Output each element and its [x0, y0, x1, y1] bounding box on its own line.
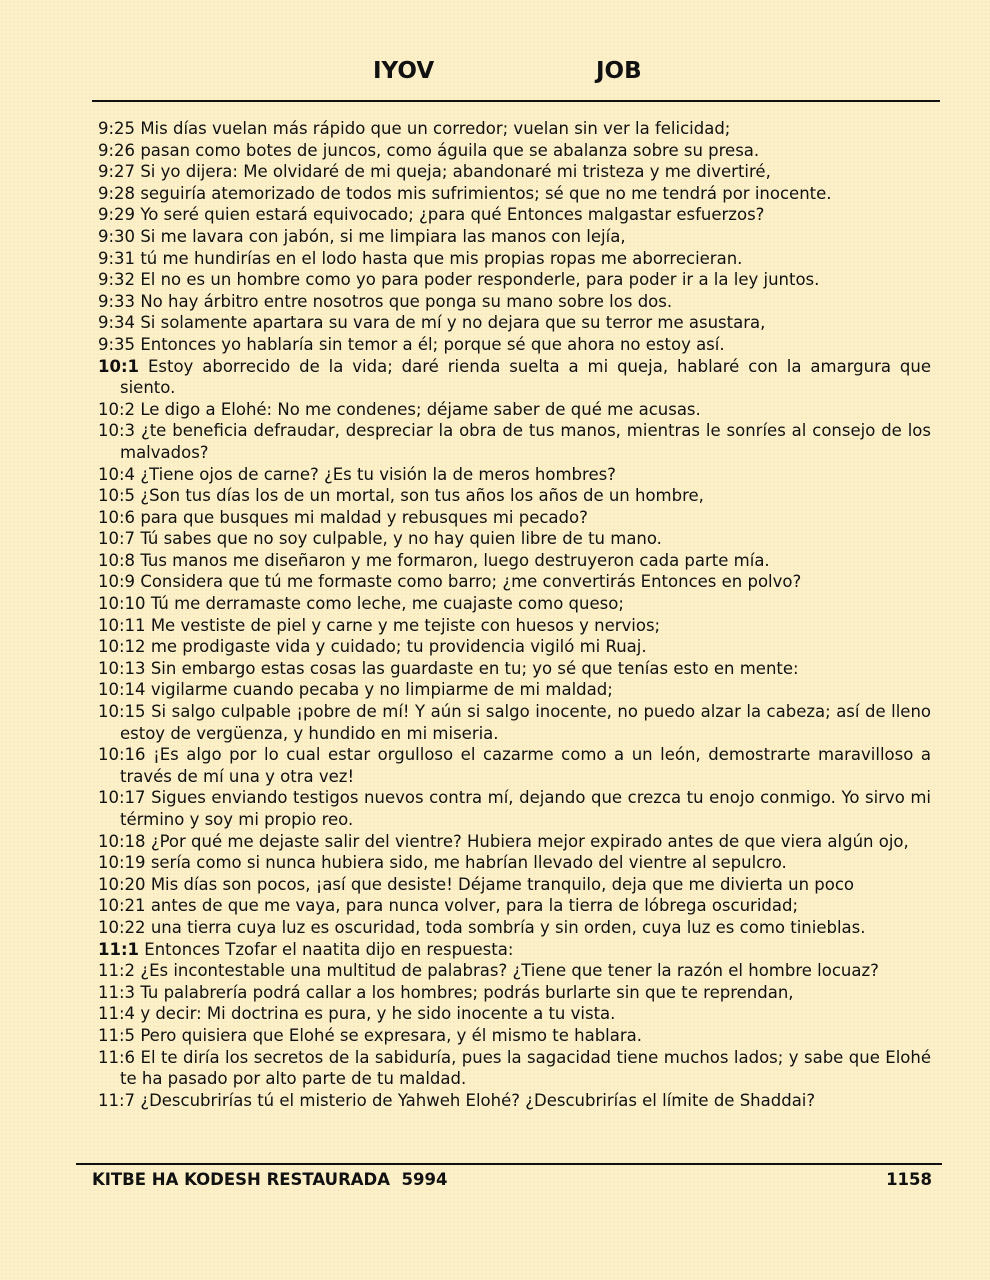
verse-ref: 10:10	[98, 594, 146, 614]
verse-ref: 9:25	[98, 119, 136, 138]
verse-ref: 10:4	[98, 464, 136, 484]
verse-ref: 10:5	[98, 486, 136, 506]
verse-text: Mis días vuelan más rápido que un corredor; vuelan sin ver la felicidad;	[140, 119, 731, 138]
verse-ref: 9:35	[98, 334, 136, 354]
verse-ref: 9:33	[98, 291, 136, 311]
verse-text: Entonces yo hablaría sin temor a él; porque sé que ahora no estoy así.	[140, 334, 725, 354]
verse-text: una tierra cuya luz es oscuridad, toda sombría y sin orden, cuya luz es como tinieblas.	[150, 917, 866, 937]
verse-text: sería como si nunca hubiera sido, me habrían llevado del vientre al sepulcro.	[150, 853, 787, 873]
verse	[98, 701, 931, 744]
verse	[98, 550, 931, 572]
verse-text: No hay árbitro entre nosotros que ponga su mano sobre los dos.	[140, 291, 673, 311]
verse-text: El te diría los secretos de la sabiduría, pues la sagacidad tiene muchos lados; y sabe que Elohé te ha pasado por alto parte de tu maldad.	[120, 1047, 931, 1089]
verse	[98, 420, 931, 463]
page-number: 1158	[886, 1170, 932, 1189]
verse-text: pasan como botes de juncos, como águila que se abalanza sobre su presa.	[140, 140, 760, 160]
verse	[98, 744, 931, 787]
verse	[98, 917, 931, 939]
verse-text: ¿Es incontestable una multitud de palabras? ¿Tiene que tener la razón el hombre locuaz?	[140, 961, 879, 981]
verse-list	[98, 118, 931, 1111]
verse-text: tú me hundirías en el lodo hasta que mis propias ropas me aborrecieran.	[140, 248, 743, 268]
verse-text: seguiría atemorizado de todos mis sufrimientos; sé que no me tendrá por inocente.	[140, 183, 832, 203]
verse-text: ¡Es algo por lo cual estar orgulloso el cazarme como a un león, demostrarte maravilloso a través de mí una y otra vez!	[120, 745, 931, 786]
verse-text: Me vestiste de piel y carne y me tejiste con huesos y nervios;	[150, 615, 661, 635]
footer-rule	[76, 1163, 942, 1165]
verse-ref: 10:1	[98, 356, 140, 376]
verse-text: Sigues enviando testigos nuevos contra mí, dejando que crezca tu enojo conmigo. Yo sirvo mi término y soy mi propio reo.	[120, 788, 932, 829]
verse-ref: 10:12	[98, 637, 146, 657]
verse	[98, 291, 931, 313]
verse	[98, 1090, 931, 1112]
verse	[98, 571, 931, 593]
verse	[98, 895, 931, 917]
verse-ref: 9:31	[98, 248, 136, 268]
verse-text: Tus manos me diseñaron y me formaron, luego destruyeron cada parte mía.	[140, 550, 770, 570]
verse	[98, 831, 931, 853]
verse-ref: 10:14	[98, 680, 146, 700]
verse	[98, 852, 931, 874]
verse-ref: 10:18	[98, 831, 146, 851]
verse	[98, 118, 931, 140]
verse-ref: 11:3	[98, 982, 136, 1002]
verse	[98, 204, 931, 226]
verse-ref: 11:1	[98, 939, 140, 959]
verse	[98, 1047, 931, 1090]
verse-text: Considera que tú me formaste como barro; ¿me convertirás Entonces en polvo?	[140, 572, 802, 592]
verse-text: Pero quisiera que Elohé se expresara, y él mismo te hablara.	[140, 1025, 643, 1045]
verse	[98, 269, 931, 291]
verse	[98, 982, 931, 1004]
chapter-start-verse	[98, 939, 931, 961]
footer-title: KITBE HA KODESH RESTAURADA 5994	[92, 1170, 448, 1189]
verse	[98, 140, 931, 162]
verse-text: Entonces Tzofar el naatita dijo en respuesta:	[144, 939, 514, 959]
verse-text: ¿Descubrirías tú el misterio de Yahweh Elohé? ¿Descubrirías el límite de Shaddai?	[140, 1090, 816, 1110]
verse	[98, 787, 931, 830]
verse	[98, 183, 931, 205]
verse-ref: 10:17	[98, 788, 146, 808]
verse	[98, 248, 931, 270]
header-book-hebrew: IYOV	[373, 58, 435, 84]
verse-text: antes de que me vaya, para nunca volver, para la tierra de lóbrega oscuridad;	[150, 896, 799, 916]
verse	[98, 615, 931, 637]
verse-text: Tú sabes que no soy culpable, y no hay quien libre de tu mano.	[140, 529, 662, 549]
verse-text: El no es un hombre como yo para poder responderle, para poder ir a la ley juntos.	[140, 270, 820, 290]
verse-ref: 10:6	[98, 507, 136, 527]
verse-ref: 11:7	[98, 1090, 136, 1110]
verse	[98, 636, 931, 658]
verse-text: Le digo a Elohé: No me condenes; déjame saber de qué me acusas.	[140, 399, 701, 419]
verse-text: ¿Son tus días los de un mortal, son tus años los años de un hombre,	[140, 486, 704, 506]
verse	[98, 874, 931, 896]
verse-text: Si salgo culpable ¡pobre de mí! Y aún si salgo inocente, no puedo alzar la cabeza; así de lleno estoy de vergüenza, y hundido en mi miseria.	[120, 702, 931, 743]
verse-text: Estoy aborrecido de la vida; daré rienda suelta a mi queja, hablaré con la amargura que siento.	[120, 356, 932, 398]
verse-text: Yo seré quien estará equivocado; ¿para qué Entonces malgastar esfuerzos?	[140, 205, 765, 225]
verse-text: me prodigaste vida y cuidado; tu providencia vigiló mi Ruaj.	[150, 637, 647, 657]
verse-ref: 10:15	[98, 702, 146, 722]
verse-ref: 9:27	[98, 162, 136, 182]
verse-ref: 9:32	[98, 270, 136, 290]
verse-text: Si solamente apartara su vara de mí y no dejara que su terror me asustara,	[140, 313, 766, 333]
verse	[98, 312, 931, 334]
verse-text: Tu palabrería podrá callar a los hombres; podrás burlarte sin que te reprendan,	[140, 982, 794, 1002]
page-header	[0, 58, 990, 92]
verse-ref: 11:2	[98, 961, 136, 981]
verse	[98, 1003, 931, 1025]
verse-text: Si yo dijera: Me olvidaré de mi queja; abandonaré mi tristeza y me divertiré,	[140, 162, 771, 182]
verse-ref: 9:28	[98, 183, 136, 203]
verse	[98, 679, 931, 701]
verse-text: Si me lavara con jabón, si me limpiara las manos con lejía,	[140, 226, 626, 246]
verse-text: Mis días son pocos, ¡así que desiste! Déjame tranquilo, deja que me divierta un poco	[150, 874, 855, 894]
verse	[98, 464, 931, 486]
verse-ref: 11:4	[98, 1004, 136, 1024]
verse	[98, 399, 931, 421]
verse-ref: 9:26	[98, 140, 136, 160]
verse	[98, 226, 931, 248]
verse-ref: 11:6	[98, 1047, 136, 1067]
verse	[98, 507, 931, 529]
verse	[98, 593, 931, 615]
verse-ref: 10:7	[98, 529, 136, 549]
verse-ref: 10:16	[98, 745, 146, 765]
header-rule	[92, 100, 940, 102]
verse-ref: 9:30	[98, 226, 136, 246]
verse-ref: 10:8	[98, 550, 136, 570]
verse-text: ¿Por qué me dejaste salir del vientre? Hubiera mejor expirado antes de que viera algún ojo,	[150, 831, 909, 851]
verse-ref: 10:11	[98, 615, 146, 635]
verse-ref: 10:2	[98, 399, 136, 419]
verse-text: vigilarme cuando pecaba y no limpiarme de mi maldad;	[150, 680, 613, 700]
verse	[98, 658, 931, 680]
verse-ref: 9:29	[98, 205, 136, 225]
verse-ref: 10:20	[98, 874, 146, 894]
verse-ref: 10:3	[98, 421, 136, 441]
verse-ref: 9:34	[98, 313, 136, 333]
header-book-english: JOB	[596, 58, 642, 84]
verse-text: Sin embargo estas cosas las guardaste en tu; yo sé que tenías esto en mente:	[150, 658, 799, 678]
verse-ref: 10:21	[98, 896, 146, 916]
verse	[98, 161, 931, 183]
verse-text: ¿Tiene ojos de carne? ¿Es tu visión la de meros hombres?	[140, 464, 616, 484]
verse-text: para que busques mi maldad y rebusques mi pecado?	[140, 507, 588, 527]
verse	[98, 1025, 931, 1047]
verse-text: Tú me derramaste como leche, me cuajaste como queso;	[150, 594, 624, 614]
verse-ref: 10:22	[98, 917, 146, 937]
verse-text: y decir: Mi doctrina es pura, y he sido inocente a tu vista.	[140, 1004, 616, 1024]
verse-text: ¿te beneficia defraudar, despreciar la obra de tus manos, mientras le sonríes al consejo de los malvados?	[120, 421, 931, 462]
verse	[98, 960, 931, 982]
chapter-start-verse	[98, 356, 931, 399]
verse-ref: 11:5	[98, 1025, 136, 1045]
verse-ref: 10:13	[98, 658, 146, 678]
verse	[98, 485, 931, 507]
verse	[98, 528, 931, 550]
verse-ref: 10:9	[98, 572, 136, 592]
verse	[98, 334, 931, 356]
verse-ref: 10:19	[98, 853, 146, 873]
